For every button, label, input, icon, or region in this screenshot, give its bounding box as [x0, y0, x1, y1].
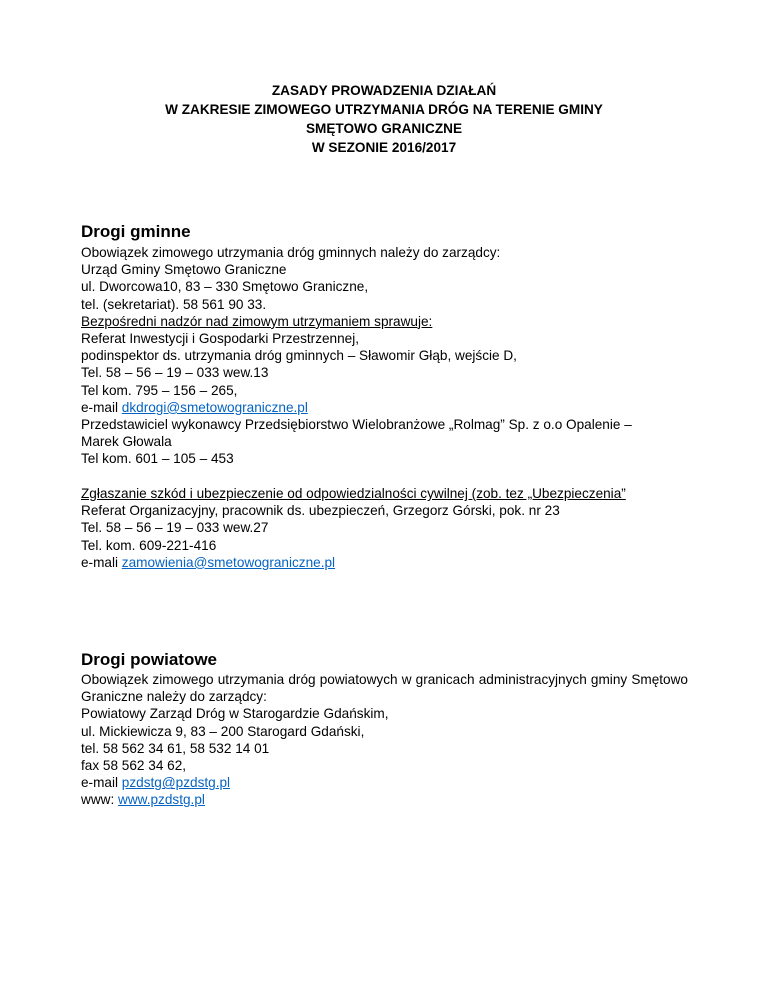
document-title: [0, 81, 768, 157]
email-label: e-mali: [81, 554, 122, 570]
section-drogi-gminne: [81, 244, 688, 468]
email-line: [81, 399, 688, 416]
claims-heading: Zgłaszanie szkód i ubezpieczenie od odpowiedzialności cywilnej (zob. tez „Ubezpieczenia”: [81, 486, 626, 501]
text-line: podinspektor ds. utrzymania dróg gminnych – Sławomir Głąb, wejście D,: [81, 348, 517, 364]
text-line: Tel kom. 601 – 105 – 453: [81, 451, 234, 467]
text-line: Referat Organizacyjny, pracownik ds. ubezpieczeń, Grzegorz Górski, pok. nr 23: [81, 503, 560, 519]
text-line: Tel kom. 795 – 156 – 265,: [81, 382, 238, 398]
email-link-zamowienia[interactable]: zamowienia@smetowograniczne.pl: [121, 554, 336, 570]
email-label: e-mail: [81, 399, 122, 415]
text-line: ul. Dworcowa10, 83 – 330 Smętowo Graniczne,: [81, 279, 369, 295]
heading-drogi-gminne: Drogi gminne: [81, 222, 191, 241]
website-line: [81, 791, 688, 808]
text-line: Urząd Gminy Smętowo Graniczne: [81, 262, 287, 278]
text-line: Powiatowy Zarząd Dróg w Starogardzie Gdańskim,: [81, 706, 389, 722]
title-line: SMĘTOWO GRANICZNE: [305, 121, 463, 136]
text-line: Tel. 58 – 56 – 19 – 033 wew.13: [81, 365, 269, 381]
email-line: [81, 554, 688, 571]
text-line: Referat Inwestycji i Gospodarki Przestrzennej,: [81, 331, 360, 347]
section-drogi-powiatowe: [81, 671, 688, 809]
text-line: tel. (sekretariat). 58 561 90 33.: [81, 296, 267, 312]
text-line: Przedstawiciel wykonawcy Przedsiębiorstwo Wielobranżowe „Rolmag” Sp. z o.o Opalenie –: [81, 417, 632, 433]
supervision-heading: Bezpośredni nadzór nad zimowym utrzymaniem sprawuje:: [81, 313, 433, 329]
website-link-pzdstg[interactable]: www.pzdstg.pl: [118, 792, 205, 808]
title-line: W ZAKRESIE ZIMOWEGO UTRZYMANIA DRÓG NA TERENIE GMINY: [165, 102, 603, 117]
text-line: Obowiązek zimowego utrzymania dróg gminnych należy do zarządcy:: [81, 245, 501, 260]
section-szkody: [81, 485, 688, 571]
text-line: Tel. kom. 609-221-416: [81, 537, 217, 553]
website-label: www:: [81, 792, 119, 808]
text-line: fax 58 562 34 62,: [81, 758, 187, 774]
email-link-dkdrogi[interactable]: dkdrogi@smetowograniczne.pl: [121, 399, 308, 415]
text-line: tel. 58 562 34 61, 58 532 14 01: [81, 740, 270, 756]
text-line: ul. Mickiewicza 9, 83 – 200 Starogard Gdański,: [81, 723, 365, 739]
email-link-pzdstg[interactable]: pzdstg@pzdstg.pl: [121, 775, 231, 791]
heading-drogi-powiatowe: Drogi powiatowe: [81, 650, 217, 669]
text-line: Marek Głowala: [81, 434, 172, 450]
email-line: [81, 774, 688, 791]
email-label: e-mail: [81, 775, 122, 791]
text-line: Tel. 58 – 56 – 19 – 033 wew.27: [81, 520, 269, 536]
text-paragraph: Obowiązek zimowego utrzymania dróg powiatowych w granicach administracyjnych gminy Smętowo Graniczne należy do zarządcy:: [81, 672, 688, 705]
title-line: W SEZONIE 2016/2017: [311, 140, 457, 155]
title-line: ZASADY PROWADZENIA DZIAŁAŃ: [271, 83, 497, 98]
